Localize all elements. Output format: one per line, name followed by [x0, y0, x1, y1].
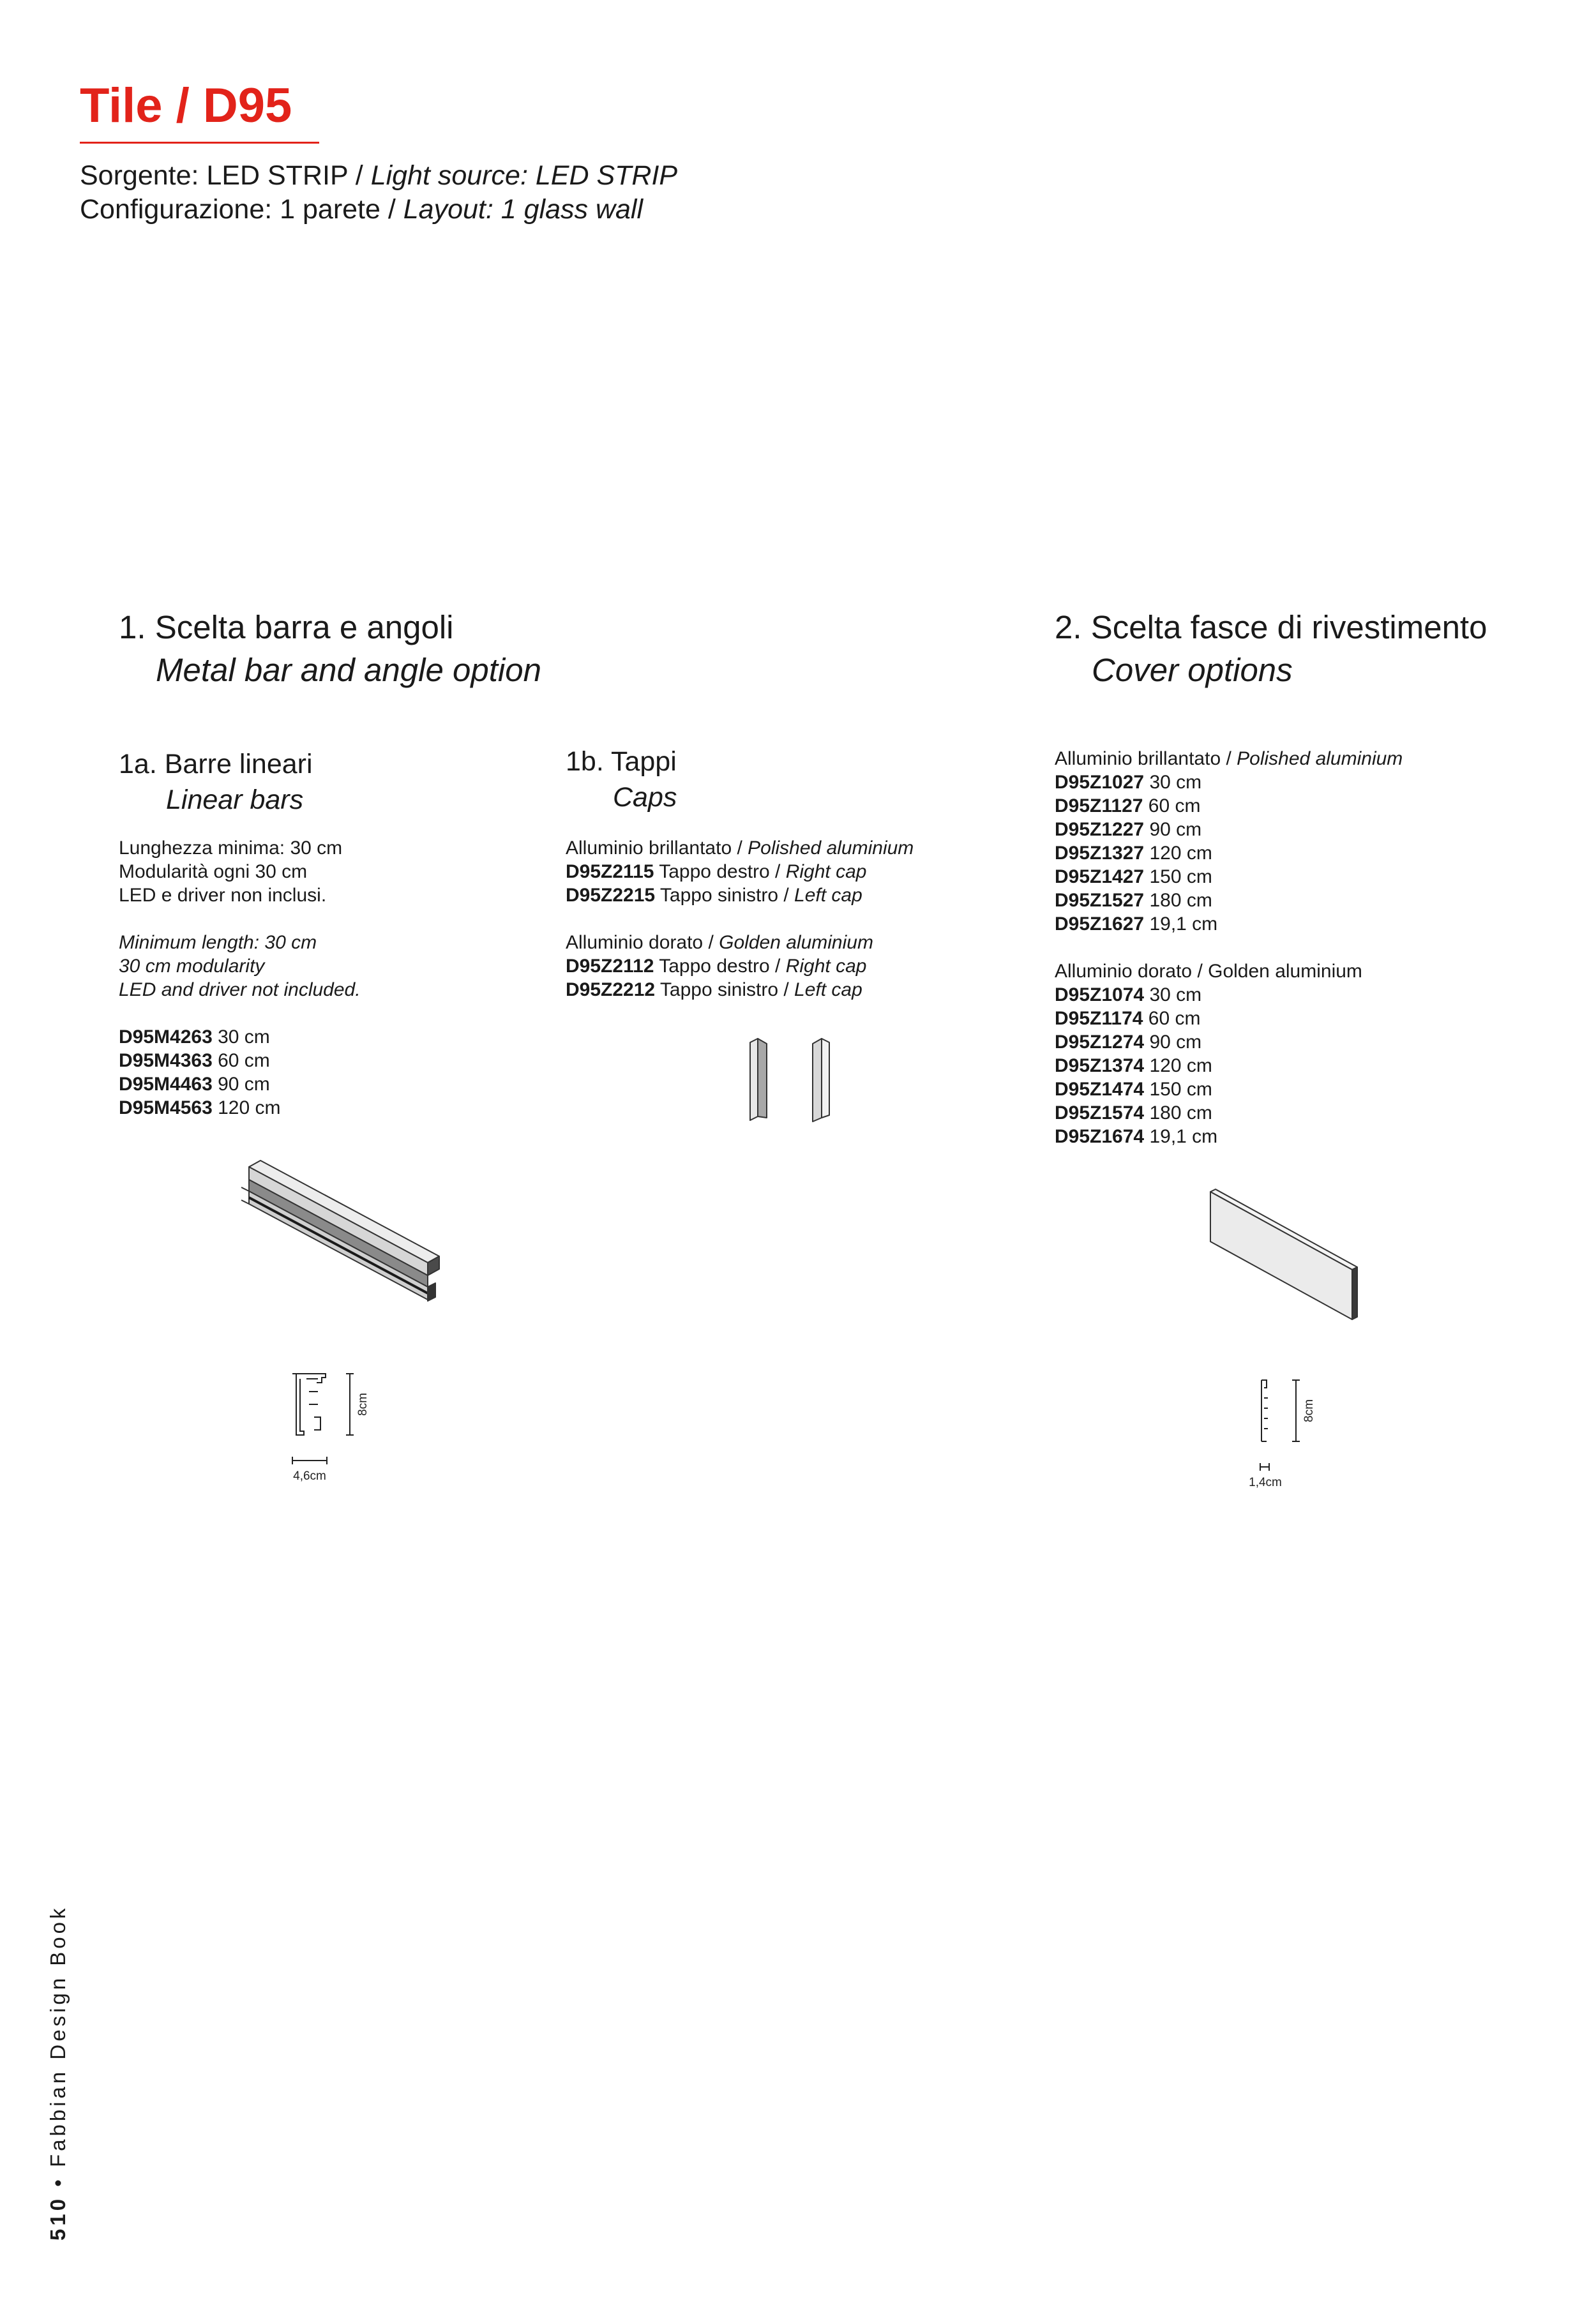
section2-heading: 2. Scelta fasce di rivestimento Cover options [1055, 609, 1487, 689]
caps-illustration [744, 1037, 846, 1127]
dim-width-label: 4,6cm [293, 1469, 326, 1483]
page-footer: 510 • Fabbian Design Book [46, 1905, 70, 2241]
product-row: D95Z1274 90 cm [1055, 1032, 1202, 1053]
product-row: D95M4563 120 cm [119, 1097, 281, 1118]
product-row: D95Z2115 Tappo destro / Right cap [566, 861, 867, 882]
linear-bars-specs: Lunghezza minima: 30 cm Modularità ogni 30 cm LED e driver non inclusi. Minimum length: 30 cm 30 cm modularity LED and driver not included. D95M4263 30 cm D95M4363 60 cm D95M4463 90 cm D95M4563 120 cm [119, 838, 361, 1118]
layout-line: Configurazione: 1 parete / Layout: 1 glass wall [80, 194, 644, 225]
product-row: D95Z1327 120 cm [1055, 843, 1212, 864]
product-row: D95M4463 90 cm [119, 1074, 270, 1095]
product-row: D95Z1374 120 cm [1055, 1055, 1212, 1076]
dim-width-label: 1,4cm [1249, 1476, 1282, 1489]
product-row: D95Z1674 19,1 cm [1055, 1126, 1218, 1147]
product-row: D95Z1574 180 cm [1055, 1102, 1212, 1123]
page-title: Tile / D95 [80, 79, 292, 133]
caps-specs: Alluminio brillantato / Polished aluminium D95Z2115 Tappo destro / Right cap D95Z2215 Tappo sinistro / Left cap Alluminio dorato / Golden aluminium D95Z2112 Tappo destro / Right cap D95Z2212 Tappo sinistro / Left cap [566, 838, 914, 1000]
product-row: D95Z1174 60 cm [1055, 1008, 1201, 1029]
caps-heading: 1b. Tappi Caps [566, 746, 677, 813]
cover-panel-illustration [1200, 1184, 1366, 1325]
book-title: Fabbian Design Book [46, 1905, 70, 2168]
product-row: D95Z1474 150 cm [1055, 1079, 1212, 1100]
product-row: D95M4263 30 cm [119, 1026, 270, 1048]
product-row: D95Z1427 150 cm [1055, 866, 1212, 887]
page-number: 510 [46, 2195, 70, 2241]
product-row: D95M4363 60 cm [119, 1050, 270, 1071]
cover-profile-diagram [1238, 1372, 1328, 1494]
product-row: D95Z2212 Tappo sinistro / Left cap [566, 979, 862, 1000]
product-row: D95Z1127 60 cm [1055, 795, 1201, 816]
dim-height-label: 8cm [356, 1393, 370, 1416]
product-row: D95Z1227 90 cm [1055, 819, 1202, 840]
product-row: D95Z1074 30 cm [1055, 984, 1202, 1005]
title-underline [80, 142, 319, 144]
product-row: D95Z1627 19,1 cm [1055, 913, 1218, 935]
cover-options-specs: Alluminio brillantato / Polished aluminium D95Z1027 30 cm D95Z1127 60 cm D95Z1227 90 cm D95Z1327 120 cm D95Z1427 150 cm D95Z1527 180 cm D95Z1627 19,1 cm Alluminio dorato / Golden aluminium D95Z1074 30 cm D95Z1174 60 cm D95Z1274 90 cm D95Z1374 120 cm D95Z1474 150 cm D95Z1574 180 cm D95Z1674 19,1 cm [1055, 748, 1403, 1147]
section1-heading: 1. Scelta barra e angoli Metal bar and angle option [119, 609, 541, 689]
product-row: D95Z2112 Tappo destro / Right cap [566, 956, 867, 977]
product-row: D95Z1527 180 cm [1055, 890, 1212, 911]
dim-height-label: 8cm [1302, 1399, 1316, 1422]
light-source-line: Sorgente: LED STRIP / Light source: LED STRIP [80, 160, 678, 191]
linear-bar-illustration [236, 1155, 453, 1309]
linear-bar-profile-diagram [281, 1366, 377, 1494]
product-row: D95Z1027 30 cm [1055, 772, 1202, 793]
linear-bars-heading: 1a. Barre lineari Linear bars [119, 749, 313, 815]
product-row: D95Z2215 Tappo sinistro / Left cap [566, 885, 862, 906]
